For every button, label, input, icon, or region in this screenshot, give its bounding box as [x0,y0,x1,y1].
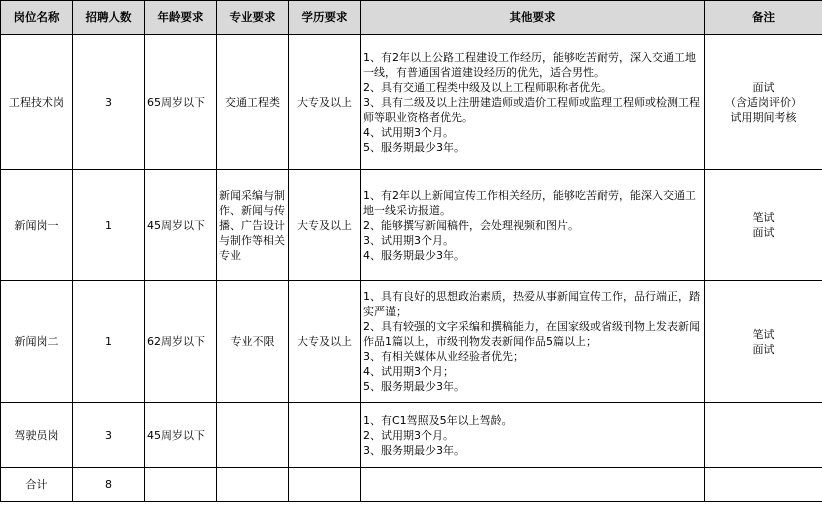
table-row [1,170,822,281]
requirement-item: 5、服务期最少3年。 [363,380,465,393]
header-row [1,1,822,35]
count-cell: 1 [73,281,145,403]
total-label: 合计 [1,468,73,502]
empty-cell [145,468,217,502]
note-item: （含适岗评价） [725,95,802,109]
count-cell: 1 [73,170,145,281]
notes-cell [705,403,822,468]
major-cell: 新闻采编与制作、新闻与传播、广告设计与制作等相关专业 [217,170,289,281]
requirement-item: 2、具有较强的文字采编和撰稿能力，在国家级或省级刊物上发表新闻作品1篇以上，市级刊物发表新闻作品5篇以上； [363,320,700,348]
header-education: 学历要求 [289,1,361,35]
requirement-item: 2、试用期3个月。 [363,428,454,442]
position-cell: 工程技术岗 [1,35,73,170]
major-cell: 交通工程类 [217,35,289,170]
education-cell: 大专及以上 [289,170,361,281]
note-item: 面试 [752,80,775,94]
age-cell: 62周岁以下 [145,281,217,403]
requirement-item: 1、有2年以上新闻宣传工作相关经历，能够吃苦耐劳，能深入交通工地一线采访报道。 [363,188,696,217]
requirements-cell [361,281,705,403]
header-count: 招聘人数 [73,1,145,35]
major-cell: 专业不限 [217,281,289,403]
header-notes: 备注 [705,1,822,35]
notes-cell [705,170,822,281]
count-cell: 3 [73,35,145,170]
header-age: 年龄要求 [145,1,217,35]
requirement-item: 1、具有良好的思想政治素质，热爱从事新闻宣传工作，品行端正，踏实严谨； [363,290,700,318]
header-other-requirements: 其他要求 [361,1,705,35]
count-cell: 3 [73,403,145,468]
requirement-item: 3、有相关媒体从业经验者优先； [363,350,524,363]
empty-cell [217,468,289,502]
position-cell: 新闻岗二 [1,281,73,403]
notes-cell [705,281,822,403]
requirement-item: 1、有2年以上公路工程建设工作经历，能够吃苦耐劳，深入交通工地一线，有普通国省道建设经历的优先，适合男性。 [363,50,696,79]
note-item: 笔试 [752,211,775,224]
requirement-item: 2、能够撰写新闻稿件，会处理视频和图片。 [363,218,579,232]
education-cell [289,403,361,468]
requirements-cell [361,170,705,281]
requirements-cell [361,35,705,170]
table-row [1,281,822,403]
requirement-item: 3、具有二级及以上注册建造师或造价工程师或监理工程师或检测工程师等职业资格者优先。 [363,95,700,124]
empty-cell [361,468,705,502]
major-cell [217,403,289,468]
table-row [1,403,822,468]
header-position: 岗位名称 [1,1,73,35]
table-row [1,35,822,170]
education-cell: 大专及以上 [289,281,361,403]
requirement-item: 3、试用期3个月。 [363,233,454,247]
total-row [1,468,822,502]
age-cell: 45周岁以下 [145,403,217,468]
requirement-item: 3、服务期最少3年。 [363,443,465,457]
empty-cell [705,468,822,502]
education-cell: 大专及以上 [289,35,361,170]
position-cell: 驾驶员岗 [1,403,73,468]
note-item: 笔试 [752,327,775,341]
requirement-item: 4、试用期3个月； [363,365,454,378]
notes-cell [705,35,822,170]
requirement-item: 4、试用期3个月。 [363,125,454,139]
requirement-item: 2、具有交通工程类中级及以上工程师职称者优先。 [363,80,612,94]
requirement-item: 1、有C1驾照及5年以上驾龄。 [363,413,513,427]
requirement-item: 5、服务期最少3年。 [363,140,465,154]
total-count: 8 [73,468,145,502]
age-cell: 45周岁以下 [145,170,217,281]
header-major: 专业要求 [217,1,289,35]
requirements-cell [361,403,705,468]
note-item: 面试 [752,226,775,239]
note-item: 面试 [752,342,775,356]
empty-cell [289,468,361,502]
requirement-item: 4、服务期最少3年。 [363,248,465,262]
note-item: 试用期间考核 [730,110,797,124]
age-cell: 65周岁以下 [145,35,217,170]
position-cell: 新闻岗一 [1,170,73,281]
